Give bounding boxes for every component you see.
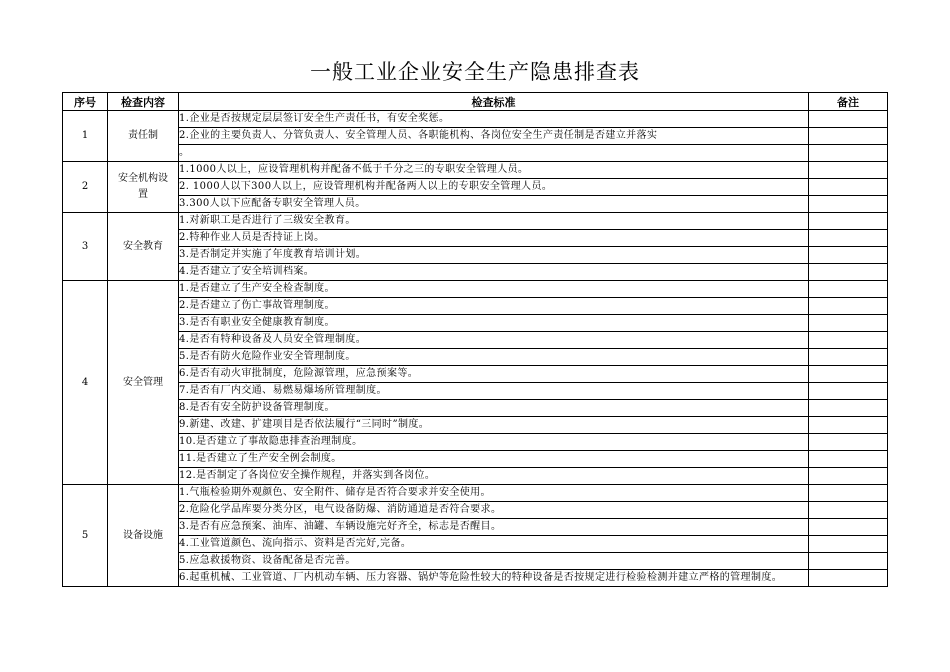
standard-item: 1.气瓶检验期外观颜色、安全附件、储存是否符合要求并安全使用。	[179, 485, 809, 502]
section-seq: 3	[63, 213, 108, 281]
standard-item: 4.是否建立了安全培训档案。	[179, 264, 809, 281]
table-row	[63, 332, 888, 349]
table-row	[63, 519, 888, 536]
section-category: 安全教育	[108, 213, 179, 281]
standard-item: 1.1000人以上，应设管理机构并配备不低于千分之三的专职安全管理人员。	[179, 162, 809, 179]
table-row	[63, 111, 888, 128]
table-row	[63, 485, 888, 502]
table-row	[63, 196, 888, 213]
note-cell	[809, 502, 888, 519]
note-cell	[809, 315, 888, 332]
note-cell	[809, 468, 888, 485]
table-body	[63, 111, 888, 587]
note-cell	[809, 281, 888, 298]
standard-item: 9.新建、改建、扩建项目是否依法履行“三同时”制度。	[179, 417, 809, 434]
note-cell	[809, 451, 888, 468]
note-cell	[809, 264, 888, 281]
standard-item: 4.工业管道颜色、流向指示、资料是否完好,完备。	[179, 536, 809, 553]
standard-item: 3.是否有职业安全健康教育制度。	[179, 315, 809, 332]
standard-item: 2.特种作业人员是否持证上岗。	[179, 230, 809, 247]
table-row	[63, 536, 888, 553]
standard-item: 2.企业的主要负责人、分管负责人、安全管理人员、各职能机构、各岗位安全生产责任制是否建立并落实	[179, 128, 809, 145]
standard-item: 6.是否有动火审批制度，危险源管理，应急预案等。	[179, 366, 809, 383]
note-cell	[809, 570, 888, 587]
section-category: 责任制	[108, 111, 179, 162]
section-category: 设备设施	[108, 485, 179, 587]
standard-item: 1.是否建立了生产安全检查制度。	[179, 281, 809, 298]
header-seq: 序号	[63, 93, 108, 111]
table-row	[63, 553, 888, 570]
table-row	[63, 366, 888, 383]
header-row	[63, 93, 888, 111]
table-row	[63, 315, 888, 332]
table-row	[63, 417, 888, 434]
table-row	[63, 400, 888, 417]
header-note: 备注	[809, 93, 888, 111]
note-cell	[809, 179, 888, 196]
table-row	[63, 570, 888, 587]
table-row	[63, 502, 888, 519]
standard-item: 7.是否有厂内交通、易燃易爆场所管理制度。	[179, 383, 809, 400]
standard-item: 3.300人以下应配备专职安全管理人员。	[179, 196, 809, 213]
note-cell	[809, 111, 888, 128]
note-cell	[809, 145, 888, 162]
standard-item: 2.是否建立了伤亡事故管理制度。	[179, 298, 809, 315]
table-row	[63, 298, 888, 315]
table-row	[63, 162, 888, 179]
standard-item: 2. 1000人以下300人以上，应设管理机构并配备两人以上的专职安全管理人员。	[179, 179, 809, 196]
header-category: 检查内容	[108, 93, 179, 111]
inspection-table	[62, 92, 888, 587]
note-cell	[809, 536, 888, 553]
header-standard: 检查标准	[179, 93, 809, 111]
standard-item: 3.是否有应急预案、油库、油罐、车辆设施完好齐全，标志是否醒目。	[179, 519, 809, 536]
note-cell	[809, 553, 888, 570]
section-seq: 4	[63, 281, 108, 485]
note-cell	[809, 485, 888, 502]
note-cell	[809, 247, 888, 264]
table-row	[63, 213, 888, 230]
section-seq: 1	[63, 111, 108, 162]
table-row	[63, 281, 888, 298]
note-cell	[809, 417, 888, 434]
table-row	[63, 451, 888, 468]
note-cell	[809, 434, 888, 451]
note-cell	[809, 383, 888, 400]
standard-item: 11.是否建立了生产安全例会制度。	[179, 451, 809, 468]
note-cell	[809, 230, 888, 247]
table-row	[63, 128, 888, 145]
note-cell	[809, 298, 888, 315]
standard-item: 1.企业是否按规定层层签订安全生产责任书，有安全奖惩。	[179, 111, 809, 128]
standard-item: 2.危险化学品库要分类分区，电气设备防爆、消防通道是否符合要求。	[179, 502, 809, 519]
note-cell	[809, 366, 888, 383]
table-row	[63, 434, 888, 451]
page-title: 一般工业企业安全生产隐患排查表	[310, 60, 640, 84]
standard-item: 。	[179, 145, 809, 162]
table-row	[63, 383, 888, 400]
note-cell	[809, 196, 888, 213]
standard-item: 5.是否有防火危险作业安全管理制度。	[179, 349, 809, 366]
note-cell	[809, 400, 888, 417]
standard-item: 5.应急救援物资、设备配备是否完善。	[179, 553, 809, 570]
standard-item: 10.是否建立了事故隐患排查治理制度。	[179, 434, 809, 451]
table-row	[63, 247, 888, 264]
note-cell	[809, 519, 888, 536]
table-row	[63, 145, 888, 162]
section-seq: 2	[63, 162, 108, 213]
table-row	[63, 264, 888, 281]
standard-item: 8.是否有安全防护设备管理制度。	[179, 400, 809, 417]
table-row	[63, 230, 888, 247]
note-cell	[809, 332, 888, 349]
table-row	[63, 468, 888, 485]
section-category: 安全机构设置	[108, 162, 179, 213]
section-seq: 5	[63, 485, 108, 587]
standard-item: 12.是否制定了各岗位安全操作规程，并落实到各岗位。	[179, 468, 809, 485]
note-cell	[809, 128, 888, 145]
table-row	[63, 179, 888, 196]
note-cell	[809, 213, 888, 230]
note-cell	[809, 162, 888, 179]
standard-item: 1.对新职工是否进行了三级安全教育。	[179, 213, 809, 230]
note-cell	[809, 349, 888, 366]
standard-item: 3.是否制定并实施了年度教育培训计划。	[179, 247, 809, 264]
section-category: 安全管理	[108, 281, 179, 485]
standard-item: 4.是否有特种设备及人员安全管理制度。	[179, 332, 809, 349]
table-row	[63, 349, 888, 366]
standard-item: 6.起重机械、工业管道、厂内机动车辆、压力容器、锅炉等危险性较大的特种设备是否按规定进行检验检测并建立严格的管理制度。	[179, 570, 809, 587]
